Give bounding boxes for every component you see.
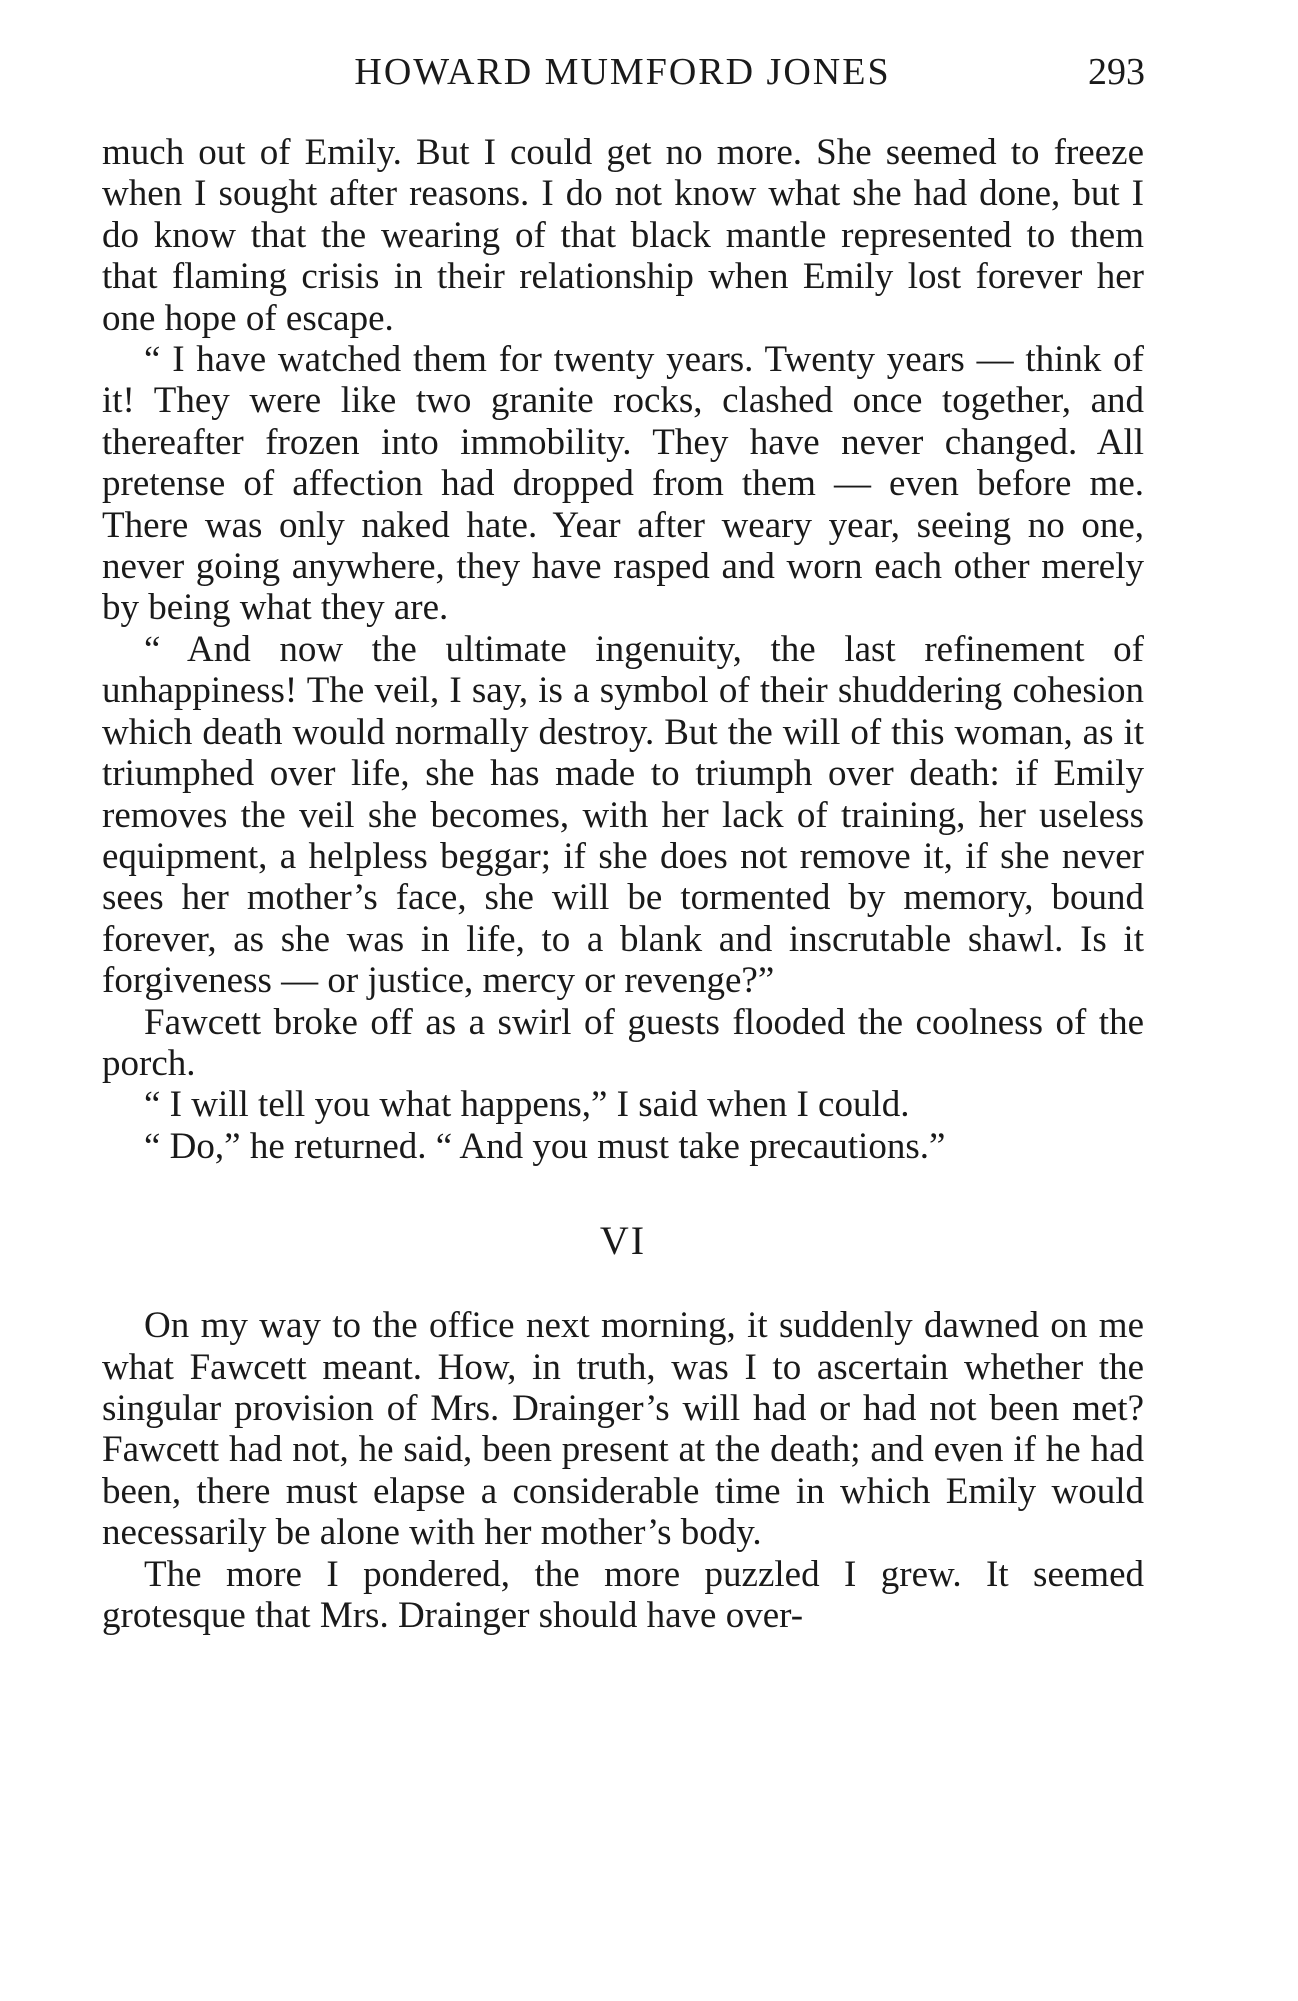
page-number: 293 [1088, 51, 1145, 93]
paragraph: “ I have watched them for twenty years. Twenty years — think of it! They were like two granite rocks, clashed once together, and thereafter frozen into immobility. They have never changed. All pretense of affection had dropped from them — even before me. There was only naked hate. Year after weary year, seeing no one, never going anywhere, they have rasped and worn each other merely by being what they are. [102, 339, 1144, 629]
paragraph: “ And now the ultimate ingenuity, the last refinement of unhappiness! The veil, I say, is a symbol of their shuddering cohesion which death would normally destroy. But the will of this woman, as it triumphed over life, she has made to triumph over death: if Emily removes the veil she becomes, with her lack of training, her useless equipment, a helpless beggar; if she does not remove it, if she never sees her mother’s face, she will be tormented by memory, bound forever, as she was in life, to a blank and inscrutable shawl. Is it forgiveness — or justice, mercy or revenge?” [102, 628, 1144, 1002]
paragraph: The more I pondered, the more puzzled I grew. It seemed grotesque that Mrs. Drainger should have over- [102, 1553, 1144, 1636]
paragraph: Fawcett broke off as a swirl of guests flooded the coolness of the porch. [102, 1001, 1144, 1084]
running-head [100, 48, 1145, 96]
section-heading: VI [599, 1218, 647, 1264]
paragraph: “ Do,” he returned. “ And you must take precautions.” [144, 1125, 946, 1167]
running-title: HOWARD MUMFORD JONES [354, 51, 891, 93]
body-text [102, 132, 1144, 1636]
paragraph: “ I will tell you what happens,” I said when I could. [144, 1084, 910, 1126]
paragraph: On my way to the office next morning, it suddenly dawned on me what Fawcett meant. How, in truth, was I to ascertain whether the singular provision of Mrs. Drainger’s will had or had not been met? Fawcett had not, he said, been present at the death; and even if he had been, there must elapse a considerable time in which Emily would necessarily be alone with her mother’s body. [102, 1305, 1144, 1554]
paragraph-continued: much out of Emily. But I could get no more. She seemed to freeze when I sought after reasons. I do not know what she had done, but I do know that the wearing of that black mantle represented to them that flaming crisis in their relationship when Emily lost forever her one hope of escape. [102, 132, 1144, 339]
